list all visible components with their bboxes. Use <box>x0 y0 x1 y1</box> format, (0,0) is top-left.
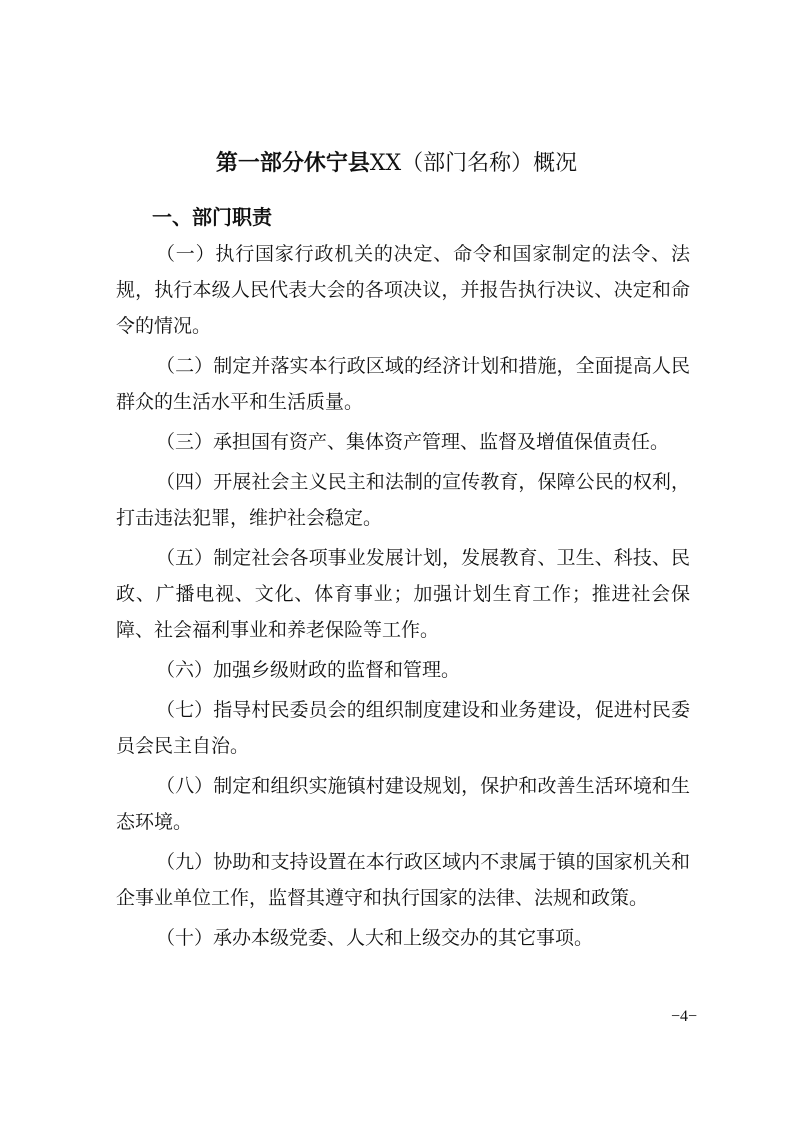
duty-paragraph-7: （七）指导村民委员会的组织制度建设和业务建设，促进村民委员会民主自治。 <box>116 699 690 757</box>
duty-paragraph-8: （八）制定和组织实施镇村建设规划，保护和改善生活环境和生态环境。 <box>116 775 690 833</box>
duty-paragraph-4: （四）开展社会主义民主和法制的宣传教育，保障公民的权利，打击违法犯罪，维护社会稳定。 <box>116 471 690 529</box>
page-title <box>0 146 793 182</box>
duty-paragraph-1: （一）执行国家行政机关的决定、命令和国家制定的法令、法规，执行本级人民代表大会的各项决议，并报告执行决议、决定和命令的情况。 <box>116 243 690 337</box>
duty-paragraph-10: （十）承办本级党委、人大和上级交办的其它事项。 <box>156 927 594 949</box>
page-number: −4− <box>670 1008 697 1025</box>
duty-paragraph-3: （三）承担国有资产、集体资产管理、监督及增值保值责任。 <box>156 431 670 453</box>
duty-paragraph-2: （二）制定并落实本行政区域的经济计划和措施，全面提高人民群众的生活水平和生活质量。 <box>116 355 690 413</box>
duties-list <box>116 236 690 960</box>
duty-paragraph-6: （六）加强乡级财政的监督和管理。 <box>156 659 461 681</box>
duty-paragraph-5: （五）制定社会各项事业发展计划，发展教育、卫生、科技、民政、广播电视、文化、体育事业；加强计划生育工作；推进社会保障、社会福利事业和养老保险等工作。 <box>116 547 690 641</box>
title-county: 休宁县 <box>303 151 370 176</box>
section-heading: 一、部门职责 <box>152 205 272 229</box>
duty-paragraph-9: （九）协助和支持设置在本行政区域内不隶属于镇的国家机关和企事业单位工作，监督其遵守和执行国家的法律、法规和政策。 <box>116 851 690 909</box>
title-part: 第一部分 <box>215 151 304 176</box>
title-rest: XX（部门名称）概况 <box>369 151 578 176</box>
